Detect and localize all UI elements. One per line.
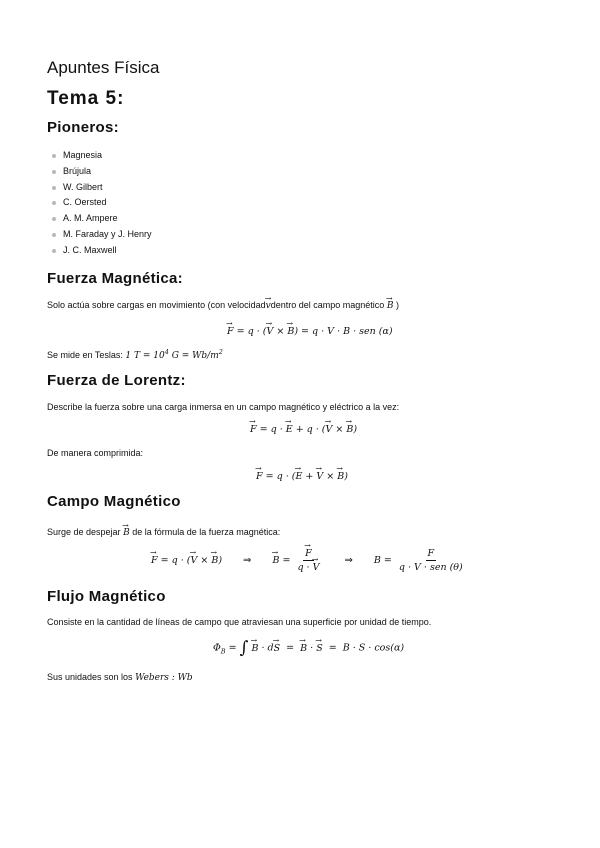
lorentz-heading: Fuerza de Lorentz: [47,372,186,389]
bullet-icon [52,154,56,158]
pioneros-heading: Pioneros: [47,119,119,136]
bullet-icon [52,186,56,190]
list-item: A. M. Ampere [47,211,152,227]
section-title: Tema 5: [47,88,125,109]
list-item: Brújula [47,164,152,180]
pioneros-list [47,148,152,259]
equation-lorentz: → F = q · → E + q · (→ V × → B) [250,424,357,435]
equation-fuerza-magnetica: → F = q · (→ V × → B) = q · V · B · sen (α) [227,326,393,337]
bullet-icon [52,249,56,253]
campo-text: Surge de despejar → B de la fórmula de la fuerza magnética: [47,527,280,538]
list-item: J. C. Maxwell [47,243,152,259]
fuerza-magnetica-text: Solo actúa sobre cargas en movimiento (con velocidad→ vdentro del campo magnético → B ) [47,300,399,311]
flujo-heading: Flujo Magnético [47,588,166,605]
equation-campo: → F = q · (→ V × → B) ⇒ → B = → $\frac{F}{q \cdot \to V}$ ⇒ B = $\frac{F}{\text{q · V · sen (θ)}}$ [151,548,467,573]
list-item: Magnesia [47,148,152,164]
lorentz-text: Describe la fuerza sobre una carga inmersa en un campo magnético y eléctrico a la vez: [47,402,400,412]
equation-lorentz-compressed: → F = q · (→ E + → V × → B) [256,471,348,482]
flujo-units-text: Sus unidades son los Webers : Wb [47,672,193,683]
bullet-icon [52,217,56,221]
bullet-icon [52,170,56,174]
list-item: M. Faraday y J. Henry [47,227,152,243]
teslas-text: Se mide en Teslas: 1 $T = 10^4$ $G = Wb/m^2$ [47,348,223,361]
list-item: C. Oersted [47,195,152,211]
flujo-text: Consiste en la cantidad de líneas de campo que atraviesan una superficie por unidad de tiempo. [47,617,432,627]
list-item: W. Gilbert [47,180,152,196]
fuerza-magnetica-heading: Fuerza Magnética: [47,270,183,287]
bullet-icon [52,233,56,237]
equation-flujo: $\Phi_B$ = ∫ → B · d→ S = → B · → S = B · S · cos(α) [213,638,404,658]
bullet-icon [52,201,56,205]
campo-heading: Campo Magnético [47,493,181,510]
lorentz-compressed-text: De manera comprimida: [47,448,144,458]
document-title: Apuntes Física [47,58,160,77]
